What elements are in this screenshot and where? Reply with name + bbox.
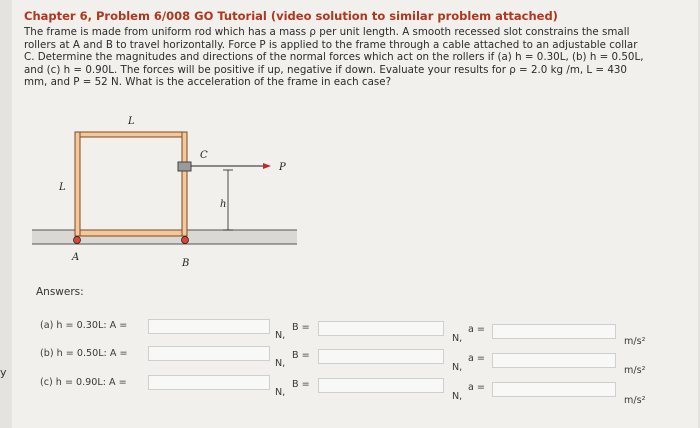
answer-field-a-normal-b[interactable]	[318, 321, 444, 336]
unit-label: N,	[452, 333, 463, 344]
label-p: P	[279, 162, 286, 173]
unit-label: N,	[452, 362, 463, 373]
label-c: C	[200, 150, 208, 161]
answer-field-b-normal-a[interactable]	[148, 346, 270, 361]
row-label-c: (c) h = 0.90L: A =	[40, 377, 127, 388]
unit-label: N,	[275, 358, 286, 369]
problem-line: The frame is made from uniform rod which has a mass ρ per unit length. A smooth recessed slot constrains the small	[24, 26, 630, 38]
unit-label: m/s²	[624, 336, 646, 347]
acc-label: a =	[468, 324, 485, 335]
answers-label: Answers:	[36, 286, 84, 298]
row-label-a: (a) h = 0.30L: A =	[40, 320, 128, 331]
problem-line: C. Determine the magnitudes and directions of the normal forces which act on the rollers if (a) h = 0.30L, (b) h = 0.50L,	[24, 51, 644, 64]
answer-field-c-acceleration[interactable]	[492, 382, 616, 397]
answer-field-c-normal-a[interactable]	[148, 375, 270, 390]
answer-field-a-acceleration[interactable]	[492, 324, 616, 339]
unit-label: m/s²	[624, 395, 646, 406]
unit-label: N,	[275, 330, 286, 341]
roller-a	[74, 237, 81, 244]
b-label: B =	[292, 350, 310, 361]
answer-field-b-normal-b[interactable]	[318, 349, 444, 364]
frame-diagram	[28, 108, 303, 270]
answer-field-b-acceleration[interactable]	[492, 353, 616, 368]
label-b: B	[182, 258, 190, 269]
roller-b	[182, 237, 189, 244]
answer-field-c-normal-b[interactable]	[318, 378, 444, 393]
problem-line: mm, and P = 52 N. What is the acceleration of the frame in each case?	[24, 76, 392, 89]
collar-c	[178, 162, 191, 171]
problem-line: rollers at A and B to travel horizontally. Force P is applied to the frame through a cable attached to an adjustable collar	[24, 38, 638, 51]
label-a: A	[72, 252, 80, 263]
b-label: B =	[292, 322, 310, 333]
frame-rod	[75, 132, 187, 236]
b-label: B =	[292, 379, 310, 390]
problem-statement	[24, 26, 674, 89]
label-top-l: L	[128, 116, 135, 127]
answer-field-a-normal-a[interactable]	[148, 319, 270, 334]
force-arrow-p	[263, 163, 271, 169]
problem-line: and (c) h = 0.90L. The forces will be positive if up, negative if down. Evaluate your results for ρ = 2.0 kg /m, L = 430	[24, 63, 627, 76]
acc-label: a =	[468, 353, 485, 364]
problem-title: Chapter 6, Problem 6/008 GO Tutorial (video solution to similar problem attached)	[24, 9, 558, 23]
unit-label: N,	[452, 391, 463, 402]
label-left-l: L	[59, 182, 66, 193]
unit-label: m/s²	[624, 365, 646, 376]
acc-label: a =	[468, 382, 485, 393]
edge-mark: y	[0, 366, 7, 379]
label-h: h	[220, 199, 227, 210]
unit-label: N,	[275, 387, 286, 398]
row-label-b: (b) h = 0.50L: A =	[40, 348, 128, 359]
